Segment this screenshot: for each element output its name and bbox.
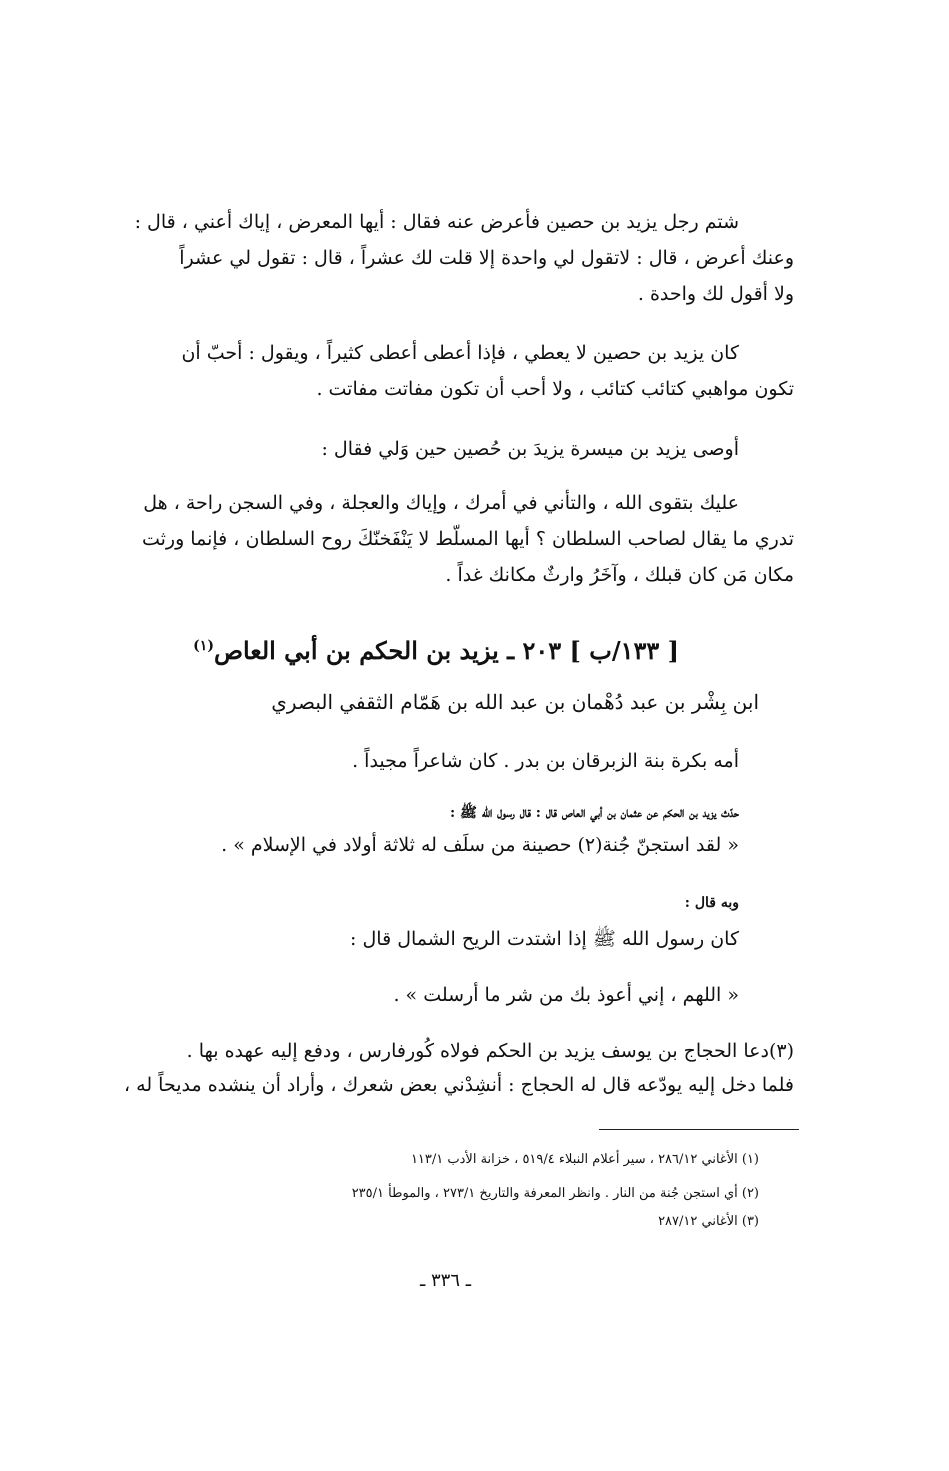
heading-text: [ ١٣٣/ب ] ٢٠٣ ـ يزيد بن الحكم بن أبي العاص	[213, 636, 679, 665]
text-line: كان يزيد بن حصين لا يعطي ، فإذا أعطى أعطى كثيراً ، ويقول : أحبّ أن	[181, 342, 739, 364]
text-line: (٣)دعا الحجاج بن يوسف يزيد بن الحكم فولاه كُورفارس ، ودفع إليه عهده بها .	[186, 1040, 794, 1062]
text-line: أوصى يزيد بن ميسرة يزيدَ بن حُصين حين وَلي فقال :	[321, 438, 739, 460]
entry-heading	[193, 636, 679, 665]
paragraph-mother	[154, 752, 794, 788]
paragraph-advice	[141, 492, 794, 602]
text-line: شتم رجل يزيد بن حصين فأعرض عنه فقال : أيها المعرض ، إياك أعني ، قال :	[134, 211, 739, 233]
paragraph-advice-intro	[154, 440, 794, 476]
footnote-1: (١) الأغاني ٢٨٦/١٢ ، سير أعلام النبلاء ٥١٩/٤ ، خزانة الأدب ١١٣/١	[410, 1152, 759, 1167]
text-line: ولا أقول لك واحدة .	[637, 283, 794, 305]
text-line: عليك بتقوى الله ، والتأني في أمرك ، وإياك والعجلة ، وفي السجن راحة ، هل	[143, 492, 739, 514]
hadith-text: « لقد استجنّ جُنة(٢) حصينة من سلَف له ثلاثة أولاد في الإسلام » .	[221, 834, 739, 856]
page-number: ـ ٣٣٦ ـ	[420, 1270, 472, 1291]
hadith-intro: كان رسول الله ﷺ إذا اشتدت الريح الشمال قال :	[350, 928, 739, 950]
hadith-text: « اللهم ، إني أعوذ بك من شر ما أرسلت » .	[393, 984, 739, 1006]
footnote-3: (٣) الأغاني ٢٨٧/١٢	[658, 1214, 759, 1229]
footnote-2: (٢) أي استجن جُنة من النار . وانظر المعرفة والتاريخ ٢٧٣/١ ، والموطأ ٢٣٥/١	[351, 1186, 759, 1201]
text-line: فلما دخل إليه يودّعه قال له الحجاج : أنشِدْني بعض شعرك ، وأراد أن ينشده مديحاً له ،	[123, 1074, 794, 1096]
entry-lineage: ابن بِشْر بن عبد دُهْمان بن عبد الله بن هَمّام الثقفي البصري	[271, 690, 759, 714]
text-line: مكان مَن كان قبلك ، وآخَرُ وارثٌ مكانك غداً .	[445, 564, 794, 586]
isnad-line: وبه قال :	[684, 895, 739, 911]
text-line: وعنك أعرض ، قال : لاتقول لي واحدة إلا قلت لك عشراً ، قال : تقول لي عشراً	[179, 247, 794, 269]
text-line: أمه بكرة بنة الزبرقان بن بدر . كان شاعراً مجيداً .	[352, 750, 739, 772]
paragraph-insult-story	[134, 211, 794, 321]
text-line: تكون مواهبي كتائب كتائب ، ولا أحب أن تكون مفاتت مفاتت .	[316, 378, 794, 400]
footnote-mark: (١)	[193, 638, 214, 654]
paragraph-hajjaj	[123, 1040, 794, 1112]
footnote-separator	[599, 1129, 799, 1130]
hadith-two	[154, 896, 794, 1022]
hadith-one	[154, 806, 794, 872]
text-line: تدري ما يقال لصاحب السلطان ؟ أيها المسلّط لا يَنْفَخنّكَ روح السلطان ، فإنما ورثت	[141, 528, 794, 550]
paragraph-generosity	[154, 344, 794, 416]
isnad-line: حدّث يزيد بن الحكم عن عثمان بن أبي العاص قال : قال رسول الله ﷺ :	[450, 805, 739, 821]
